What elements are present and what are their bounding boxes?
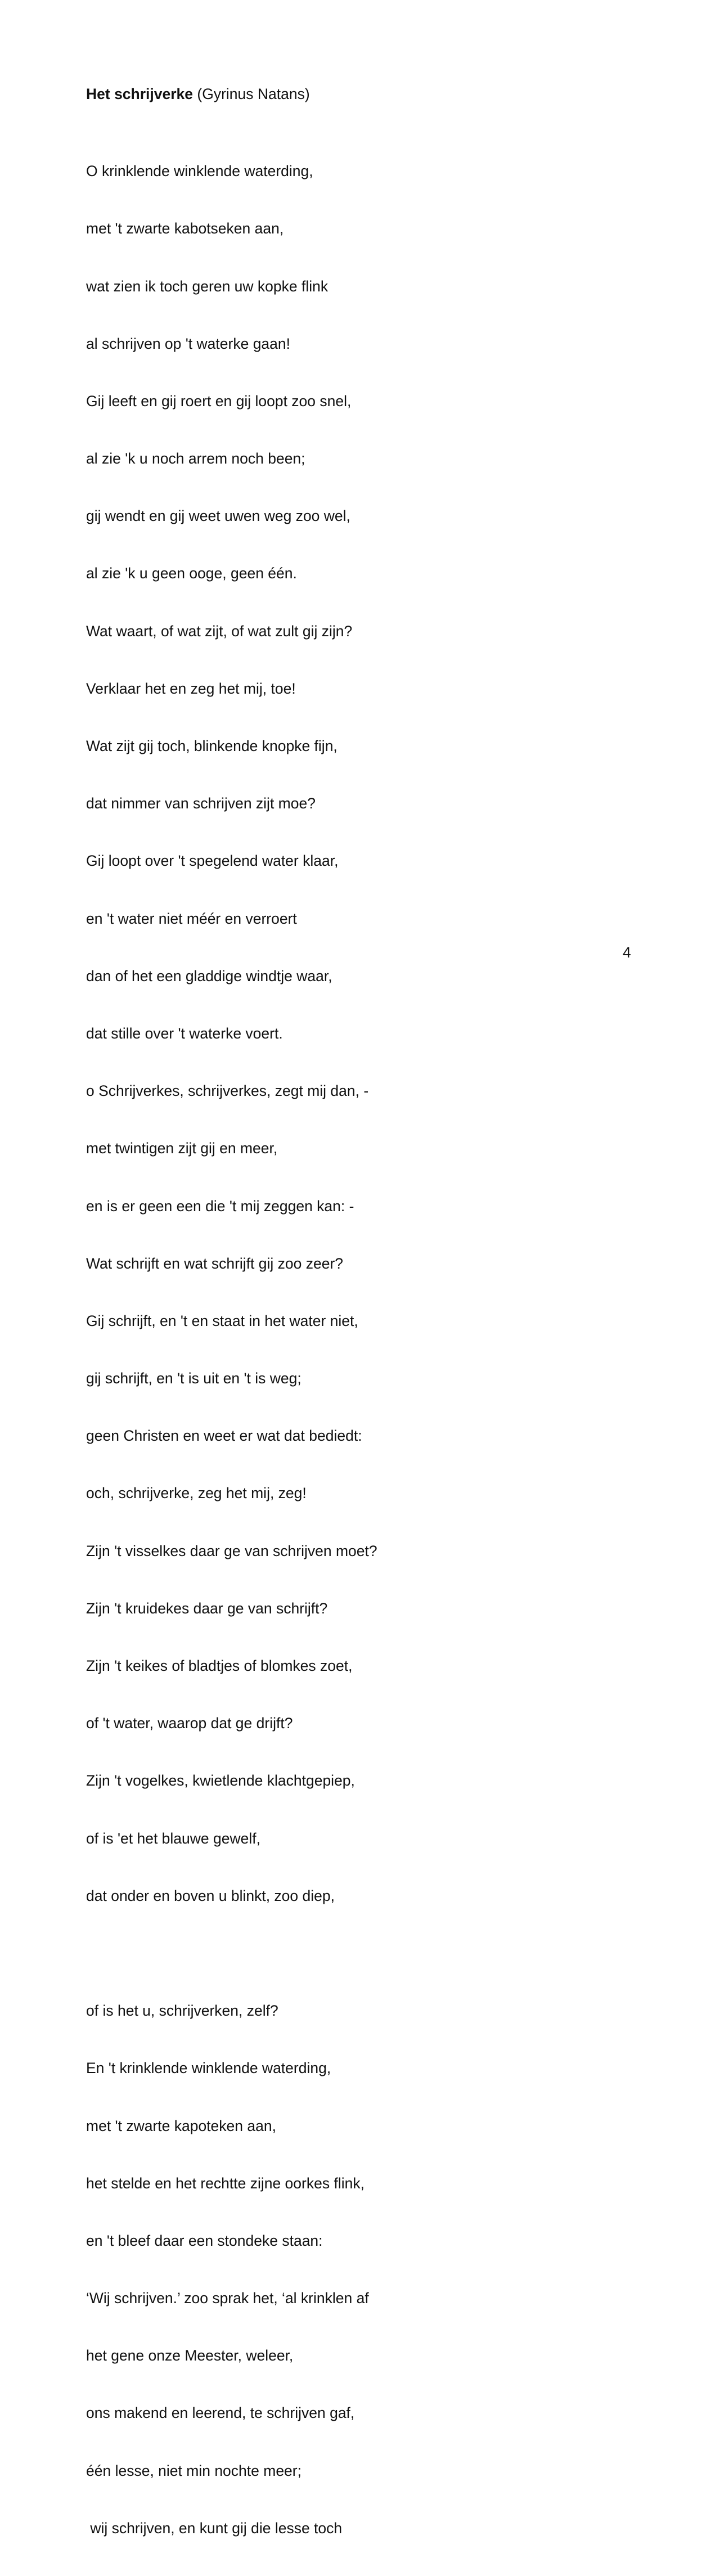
page-number: 4 <box>623 944 631 961</box>
verse-line: Wat schrijft en wat schrijft gij zoo zeer? <box>86 1255 344 1272</box>
verse-line: Wat zijt gij toch, blinkende knopke fijn, <box>86 738 338 754</box>
verse-line: wat zien ik toch geren uw kopke flink <box>86 277 328 295</box>
poem-title-main: Het schrijverke <box>86 86 194 102</box>
verse-line: Gij schrijft, en 't en staat in het water niet, <box>86 1312 358 1329</box>
stanza-break <box>86 1944 377 1963</box>
verse-line: en 't bleef daar een stondeke staan: <box>86 2232 323 2249</box>
verse-line: dan of het een gladdige windtje waar, <box>86 967 332 984</box>
verse-line: al zie 'k u geen ooge, geen één. <box>86 565 297 582</box>
verse-line: gij wendt en gij weet uwen weg zoo wel, <box>86 507 350 525</box>
verse-line: Verklaar het en zeg het mij, toe! <box>86 680 296 697</box>
verse-line: Zijn 't keikes of bladtjes of blomkes zoet, <box>86 1657 353 1674</box>
verse-line: och, schrijverke, zeg het mij, zeg! <box>86 1485 307 1502</box>
verse-line: gij schrijft, en 't is uit en 't is weg; <box>86 1370 302 1387</box>
verse-line: met 't zwarte kabotseken aan, <box>86 220 284 237</box>
verse-line: O krinklende winklende waterding, <box>86 163 313 180</box>
verse-line: of is het u, schrijverken, zelf? <box>86 2002 278 2020</box>
verse-line: Zijn 't vogelkes, kwietlende klachtgepiep, <box>86 1772 355 1790</box>
verse-line: en is er geen een die 't mij zeggen kan: - <box>86 1197 354 1215</box>
verse-line: o Schrijverkes, schrijverkes, zegt mij dan, - <box>86 1082 369 1100</box>
verse-line: het stelde en het rechtte zijne oorkes flink, <box>86 2174 364 2192</box>
verse-line: of is 'et het blauwe gewelf, <box>86 1829 260 1847</box>
verse-line: ons makend en leerend, te schrijven gaf, <box>86 2404 355 2422</box>
verse-line: dat onder en boven u blinkt, zoo diep, <box>86 1887 335 1904</box>
verse-line: met 't zwarte kapoteken aan, <box>86 2117 276 2134</box>
poem-body <box>86 123 377 2576</box>
verse-line: dat stille over 't waterke voert. <box>86 1024 283 1042</box>
verse-line: Zijn 't kruidekes daar ge van schrijft? <box>86 1599 328 1617</box>
verse-line: en 't water niet méér en verroert <box>86 910 297 927</box>
verse-line: of 't water, waarop dat ge drijft? <box>86 1715 293 1732</box>
verse-line: geen Christen en weet er wat dat bediedt: <box>86 1427 362 1445</box>
verse-line: één lesse, niet min nochte meer; <box>86 2462 302 2479</box>
verse-line: al zie 'k u noch arrem noch been; <box>86 450 305 467</box>
poem-title-latin-name: (Gyrinus Natans) <box>193 86 310 102</box>
verse-line: Gij leeft en gij roert en gij loopt zoo snel, <box>86 392 352 410</box>
verse-line: al schrijven op 't waterke gaan! <box>86 335 291 352</box>
verse-line: dat nimmer van schrijven zijt moe? <box>86 795 316 812</box>
verse-line: ‘Wij schrijven.’ zoo sprak het, ‘al krinklen af <box>86 2290 369 2307</box>
verse-line: het gene onze Meester, weleer, <box>86 2347 294 2364</box>
verse-line: Wat waart, of wat zijt, of wat zult gij zijn? <box>86 622 353 640</box>
verse-line: En 't krinklende winklende waterding, <box>86 2060 331 2077</box>
verse-line: Gij loopt over 't spegelend water klaar, <box>86 852 339 870</box>
verse-line: met twintigen zijt gij en meer, <box>86 1140 278 1157</box>
verse-line: wij schrijven, en kunt gij die lesse toch <box>86 2519 343 2537</box>
verse-line: Zijn 't visselkes daar ge van schrijven moet? <box>86 1542 377 1559</box>
poem-title <box>86 84 310 104</box>
